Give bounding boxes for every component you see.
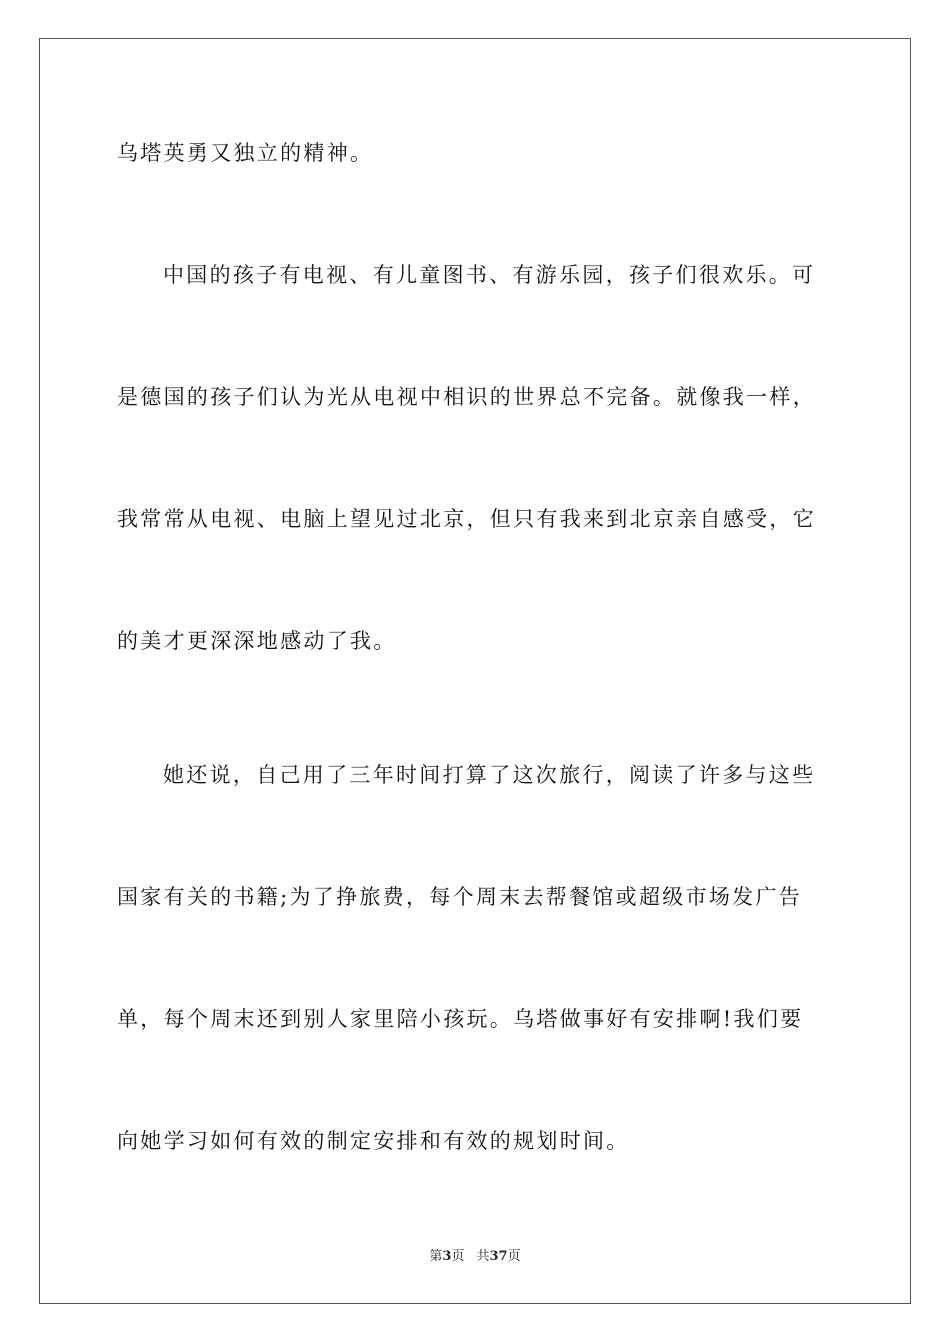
page-footer [0,1245,950,1264]
paragraph-line: 是德国的孩子们认为光从电视中相识的世界总不完备。就像我一样， [117,385,816,409]
page-suffix: 页 [451,1249,465,1264]
page-border [39,38,911,1304]
paragraph-line: 国家有关的书籍;为了挣旅费，每个周末去帮餐馆或超级市场发广告 [117,885,803,909]
page-prefix: 第 [429,1249,443,1264]
paragraph-line: 向她学习如何有效的制定安排和有效的规划时间。 [117,1129,630,1153]
page-number: 3 [442,1249,452,1264]
total-pages: 37 [489,1249,508,1264]
paragraph-line: 单，每个周末还到别人家里陪小孩玩。乌塔做事好有安排啊!我们要 [117,1007,804,1031]
paragraph-line: 乌塔英勇又独立的精神。 [117,141,374,165]
paragraph-line: 我常常从电视、电脑上望见过北京，但只有我来到北京亲自感受，它 [117,507,816,531]
paragraph-line: 她还说，自己用了三年时间打算了这次旅行，阅读了许多与这些 [163,763,816,787]
paragraph-line: 中国的孩子有电视、有儿童图书、有游乐园，孩子们很欢乐。可 [163,263,816,287]
total-suffix: 页 [507,1249,521,1264]
total-prefix: 共 [476,1249,490,1264]
paragraph-line: 的美才更深深地感动了我。 [117,629,397,653]
